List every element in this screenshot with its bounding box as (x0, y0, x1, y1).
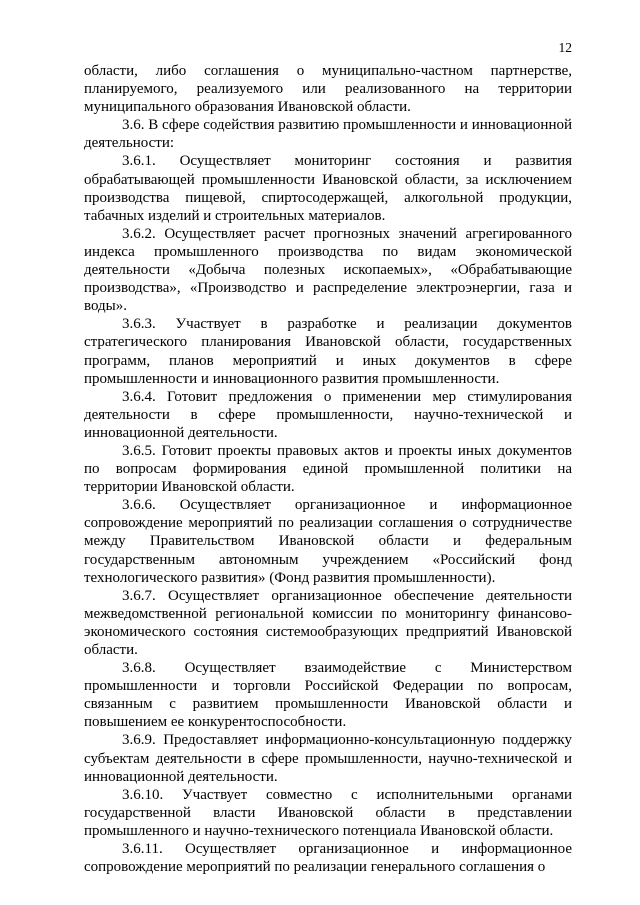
paragraph-3-6-10: 3.6.10. Участвует совместно с исполнительными органами государственной власти Ивановской области в представлении промышленного и научно-технического потенциала Ивановской области. (84, 786, 572, 839)
paragraph-3-6-8: 3.6.8. Осуществляет взаимодействие с Министерством промышленности и торговли Российской Федерации по вопросам, связанным с развитием промышленности Ивановской области и повышением ее конкурентоспособности. (84, 660, 572, 731)
paragraph-3-6-9: 3.6.9. Предоставляет информационно-консультационную поддержку субъектам деятельности в сфере промышленности, научно-технической и инновационной деятельности. (84, 732, 572, 785)
paragraph-3-6-2: 3.6.2. Осуществляет расчет прогнозных значений агрегированного индекса промышленного производства по видам экономической деятельности «Добыча полезных ископаемых», «Обрабатывающие производства», «Производство и распределение электроэнергии, газа и воды». (84, 225, 572, 315)
paragraph-3-6: 3.6. В сфере содействия развитию промышленности и инновационной деятельности: (84, 117, 572, 152)
page-number: 12 (558, 40, 572, 55)
paragraph-3-6-11: 3.6.11. Осуществляет организационное и информационное сопровождение мероприятий по реализации генерального соглашения о (84, 841, 572, 876)
paragraph-3-6-3: 3.6.3. Участвует в разработке и реализации документов стратегического планирования Ивановской области, государственных программ, планов мероприятий и иных документов в сфере промышленности и инновационного развития промышленности. (84, 316, 572, 387)
paragraph-3-6-6: 3.6.6. Осуществляет организационное и информационное сопровождение мероприятий по реализации соглашения о сотрудничестве между Правительством Ивановской области и федеральным государственным автономным учреждением «Российский фонд технологического развития» (Фонд развития промышленности). (84, 497, 572, 586)
paragraph-3-6-5: 3.6.5. Готовит проекты правовых актов и проекты иных документов по вопросам формирования единой промышленной политики на территории Ивановской области. (84, 442, 572, 496)
paragraph-continuation: области, либо соглашения о муниципально-частном партнерстве, планируемого, реализуемого или реализованного на территории муниципального образования Ивановской области. (84, 63, 572, 116)
paragraph-3-6-1: 3.6.1. Осуществляет мониторинг состояния и развития обрабатывающей промышленности Ивановской области, за исключением производства пищевой, спиртосодержащей, алкогольной продукции, табачных изделий и строительных материалов. (84, 153, 572, 224)
document-body (84, 62, 572, 876)
paragraph-3-6-4: 3.6.4. Готовит предложения о применении мер стимулирования деятельности в сфере промышленности, научно-технической и инновационной деятельности. (84, 388, 572, 441)
paragraph-3-6-7: 3.6.7. Осуществляет организационное обеспечение деятельности межведомственной региональной комиссии по мониторингу финансово-экономического состояния системообразующих предприятий Ивановской области. (84, 587, 572, 658)
